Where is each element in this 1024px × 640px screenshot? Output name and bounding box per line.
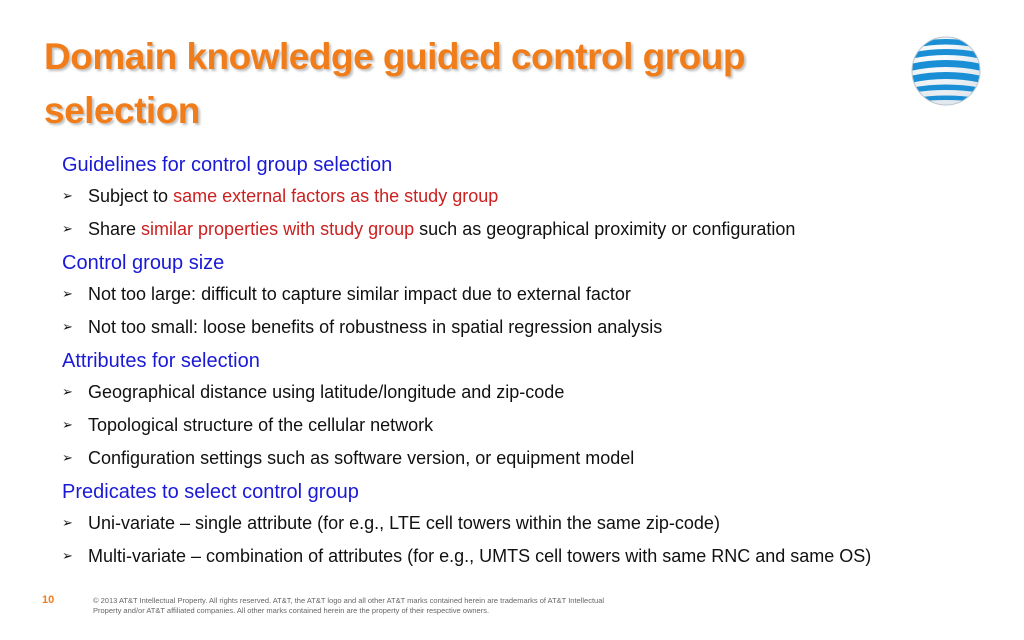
section-heading: Control group size	[62, 252, 225, 274]
list-item: ➢ Geographical distance using latitude/longitude and zip-code	[62, 382, 565, 402]
slide-title: Domain knowledge guided control group selection	[44, 36, 745, 131]
section-heading: Attributes for selection	[62, 350, 260, 372]
section-predicates	[62, 479, 1012, 568]
page-number: 10	[42, 594, 55, 606]
section-heading: Guidelines for control group selection	[62, 154, 393, 176]
arrow-bullet-icon: ➢	[62, 188, 73, 203]
highlight-text: same external factors as the study group	[173, 186, 499, 206]
list-item: ➢ Configuration settings such as software version, or equipment model	[62, 448, 635, 468]
arrow-bullet-icon: ➢	[62, 548, 73, 563]
section-control-group-size	[62, 250, 1012, 339]
arrow-bullet-icon: ➢	[62, 286, 73, 301]
section-heading: Predicates to select control group	[62, 481, 359, 503]
list-item: ➢ Multi-variate – combination of attributes (for e.g., UMTS cell towers with same RNC and same OS)	[62, 546, 872, 566]
list-item: ➢ Not too small: loose benefits of robustness in spatial regression analysis	[62, 317, 663, 337]
att-globe-icon	[910, 35, 982, 107]
arrow-bullet-icon: ➢	[62, 515, 73, 530]
arrow-bullet-icon: ➢	[62, 450, 73, 465]
list-item: ➢ Subject to same external factors as the study group	[62, 186, 499, 206]
list-item: ➢ Uni-variate – single attribute (for e.g., LTE cell towers within the same zip-code)	[62, 513, 720, 533]
legal-notice: © 2013 AT&T Intellectual Property. All rights reserved. AT&T, the AT&T logo and all other AT&T marks contained herein are trademarks of AT&T Intellectual Property and/or AT&T affiliated companies. All other marks contained herein are the property of their respective owners.	[93, 596, 605, 615]
slide-body	[62, 150, 1012, 577]
arrow-bullet-icon: ➢	[62, 319, 73, 334]
list-item: ➢ Share similar properties with study group such as geographical proximity or configuration	[62, 219, 796, 239]
section-attributes	[62, 348, 1012, 470]
list-item: ➢ Not too large: difficult to capture similar impact due to external factor	[62, 284, 631, 304]
list-item: ➢ Topological structure of the cellular network	[62, 415, 434, 435]
highlight-text: similar properties with study group	[141, 219, 415, 239]
arrow-bullet-icon: ➢	[62, 384, 73, 399]
arrow-bullet-icon: ➢	[62, 221, 73, 236]
slide-footer	[0, 590, 1024, 640]
section-guidelines	[62, 152, 1012, 241]
arrow-bullet-icon: ➢	[62, 417, 73, 432]
